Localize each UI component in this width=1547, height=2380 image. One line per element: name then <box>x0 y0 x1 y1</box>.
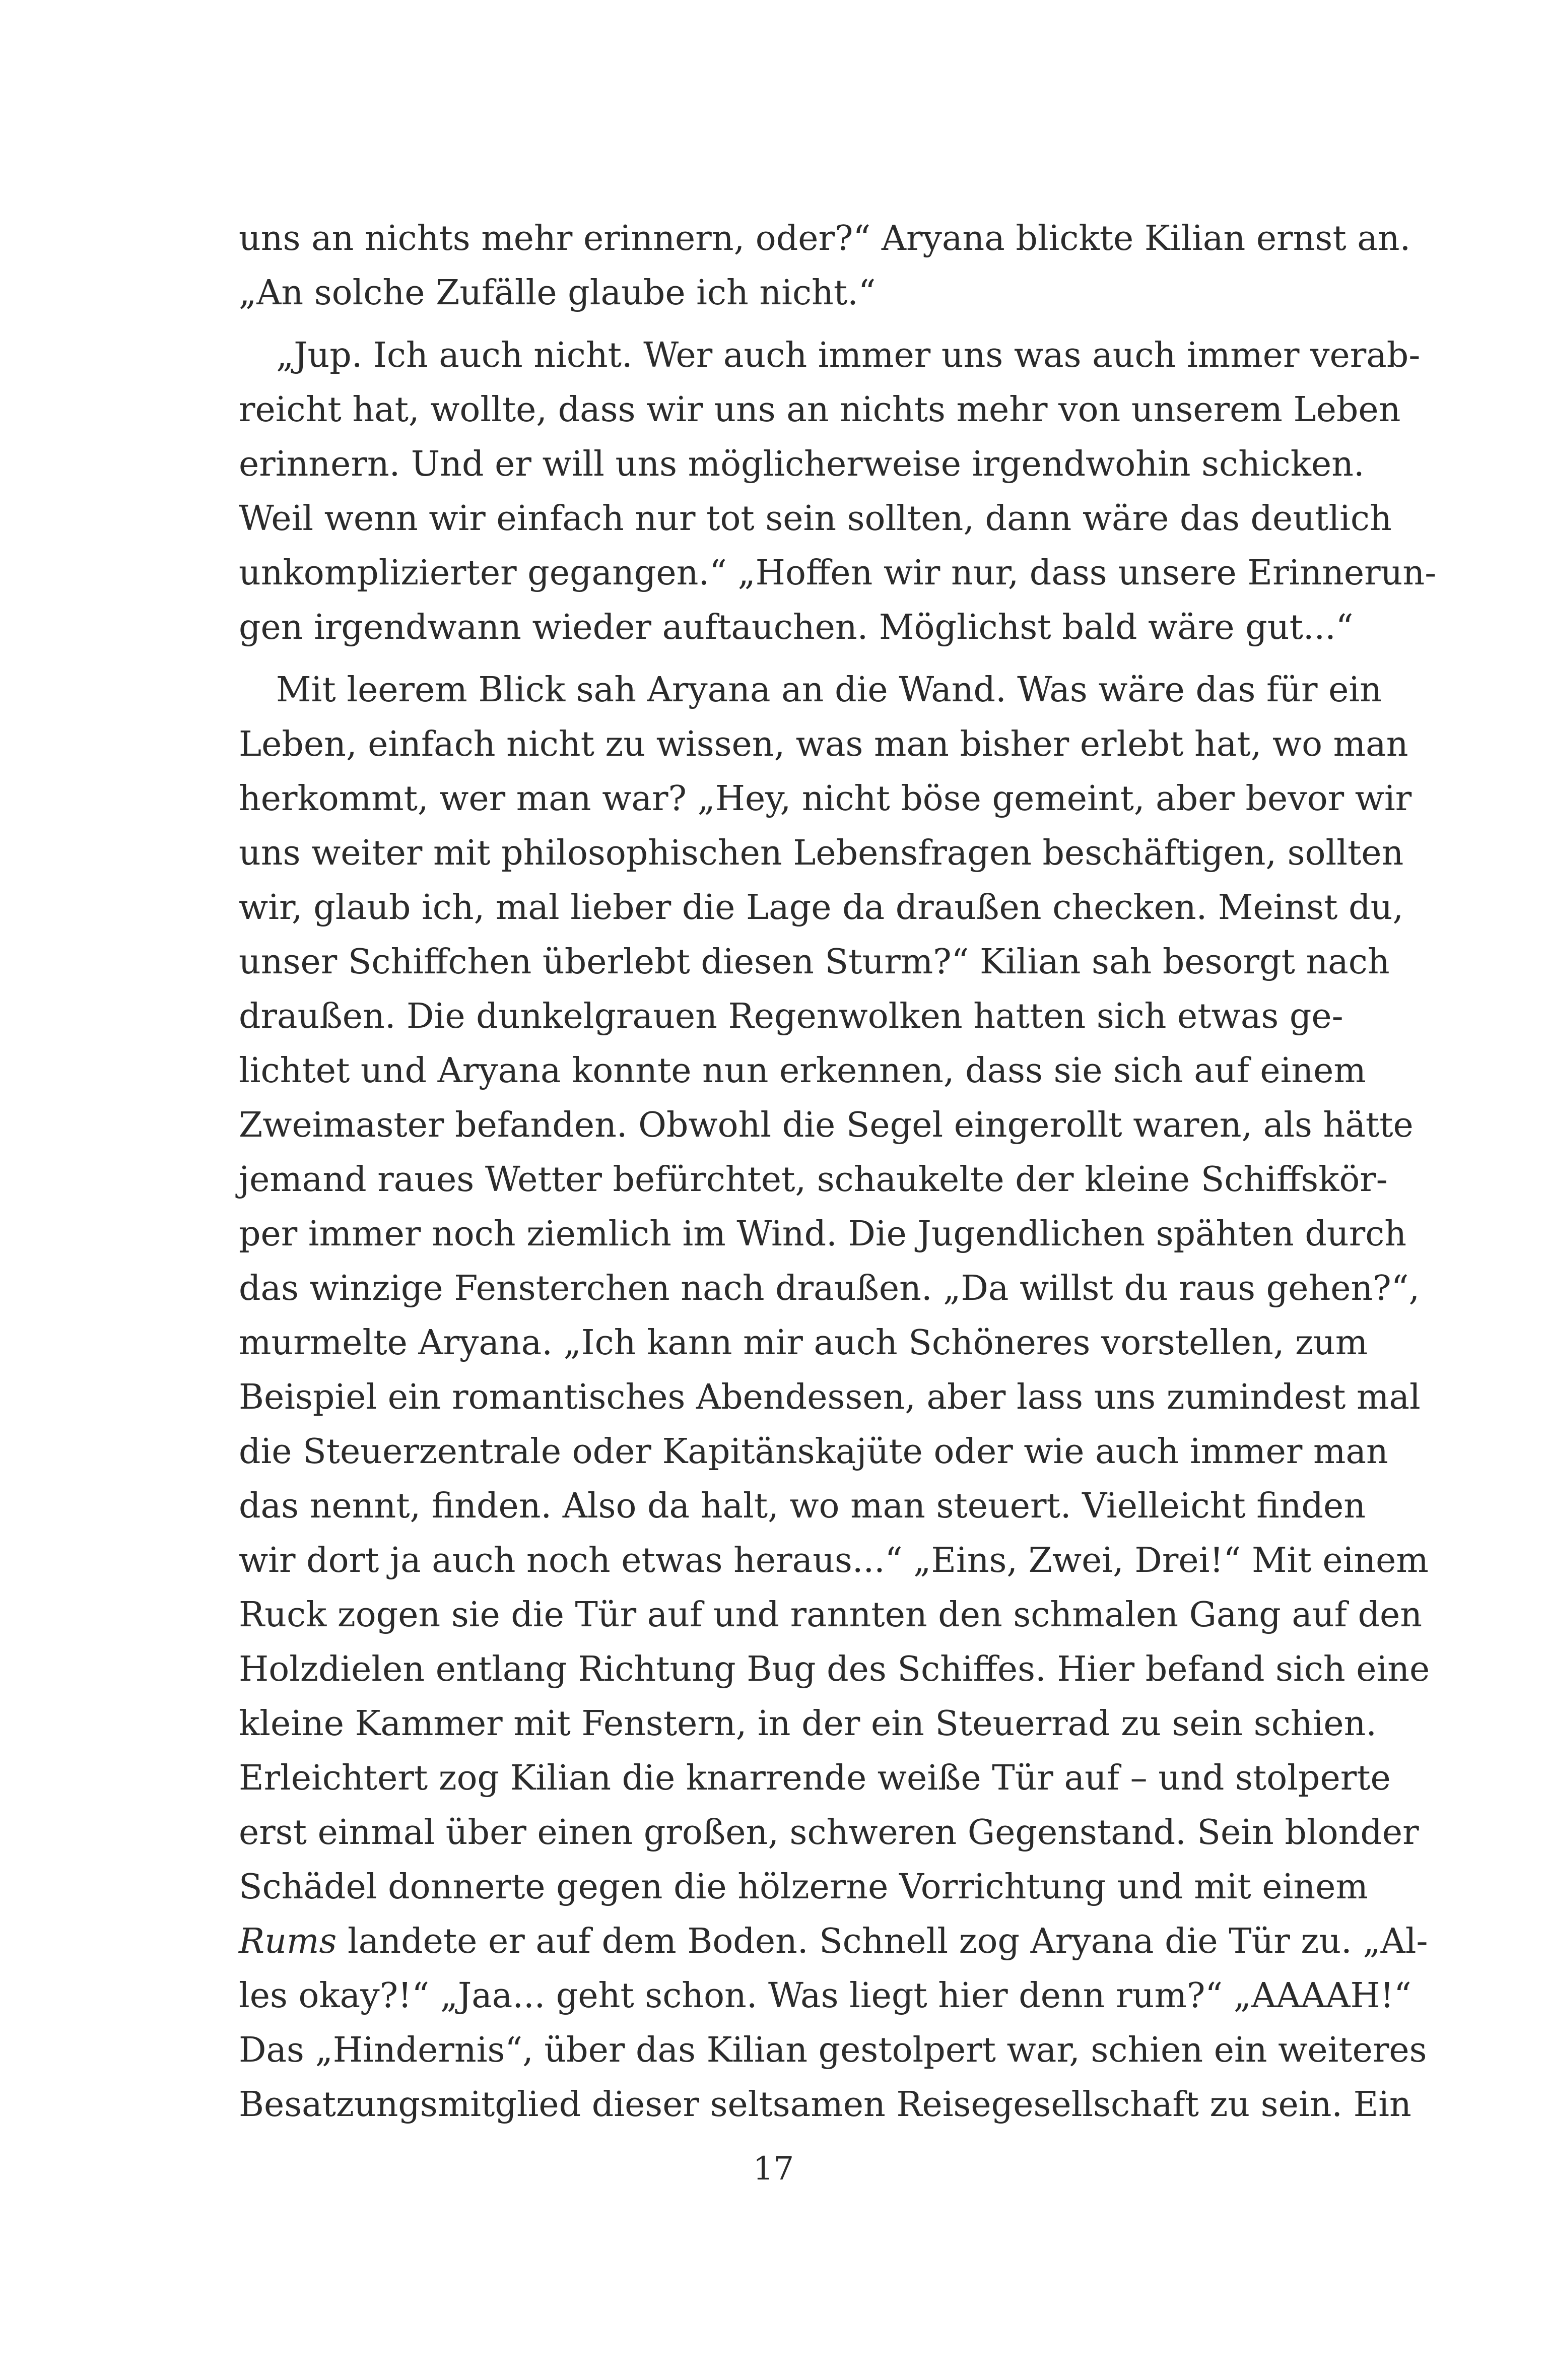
page-number: 17 <box>753 2150 794 2188</box>
text-line: Zweimaster befanden. Obwohl die Segel eingerollt waren, als hätte <box>239 1105 1414 1145</box>
text-line: Leben, einfach nicht zu wissen, was man bisher erlebt hat, wo man <box>239 724 1408 764</box>
text-line: „Jup. Ich auch nicht. Wer auch immer uns was auch immer verab- <box>276 336 1421 375</box>
text-line: unkomplizierter gegangen.“ „Hoffen wir nur, dass unsere Erinnerun- <box>239 553 1437 593</box>
text-line: Schädel donnerte gegen die hölzerne Vorrichtung und mit einem <box>239 1867 1368 1907</box>
text-line: per immer noch ziemlich im Wind. Die Jugendlichen spähten durch <box>239 1214 1407 1254</box>
text-line: lichtet und Aryana konnte nun erkennen, dass sie sich auf einem <box>239 1051 1366 1091</box>
text-line: Beispiel ein romantisches Abendessen, aber lass uns zumindest mal <box>239 1377 1421 1417</box>
text-line: „An solche Zufälle glaube ich nicht.“ <box>239 273 876 313</box>
text-line: Das „Hindernis“, über das Kilian gestolpert war, schien ein weiteres <box>239 2030 1427 2070</box>
text-line: reicht hat, wollte, dass wir uns an nichts mehr von unserem Leben <box>239 390 1401 430</box>
text-line: Besatzungsmitglied dieser seltsamen Reisegesellschaft zu sein. Ein <box>239 2085 1411 2125</box>
text-span: landete er auf dem Boden. Schnell zog Aryana die Tür zu. „Al- <box>337 1922 1428 1961</box>
text-line: Holzdielen entlang Richtung Bug des Schiffes. Hier befand sich eine <box>239 1649 1430 1689</box>
text-line: das nennt, finden. Also da halt, wo man steuert. Vielleicht finden <box>239 1486 1366 1526</box>
text-line: das winzige Fensterchen nach draußen. „Da willst du raus gehen?“, <box>239 1269 1420 1308</box>
text-line: Mit leerem Blick sah Aryana an die Wand. Was wäre das für ein <box>276 670 1382 710</box>
italic-word: Rums <box>239 1922 337 1961</box>
text-line: Ruck zogen sie die Tür auf und rannten den schmalen Gang auf den <box>239 1595 1423 1635</box>
text-line: les okay?!“ „Jaa... geht schon. Was liegt hier denn rum?“ „AAAAH!“ <box>239 1976 1411 2016</box>
text-line-rums <box>239 1914 1428 1969</box>
text-line: Erleichtert zog Kilian die knarrende weiße Tür auf – und stolperte <box>239 1758 1391 1798</box>
text-line: Weil wenn wir einfach nur tot sein sollten, dann wäre das deutlich <box>239 499 1392 539</box>
text-line: wir dort ja auch noch etwas heraus...“ „Eins, Zwei, Drei!“ Mit einem <box>239 1541 1429 1580</box>
text-line: erinnern. Und er will uns möglicherweise irgendwohin schicken. <box>239 444 1365 484</box>
text-line: uns an nichts mehr erinnern, oder?“ Aryana blickte Kilian ernst an. <box>239 219 1411 258</box>
text-line: draußen. Die dunkelgrauen Regenwolken hatten sich etwas ge- <box>239 997 1343 1036</box>
text-line: wir, glaub ich, mal lieber die Lage da draußen checken. Meinst du, <box>239 888 1404 928</box>
body-text <box>239 212 1437 2132</box>
text-line: uns weiter mit philosophischen Lebensfragen beschäftigen, sollten <box>239 833 1404 873</box>
text-line: herkommt, wer man war? „Hey, nicht böse gemeint, aber bevor wir <box>239 779 1412 819</box>
text-line: gen irgendwann wieder auftauchen. Möglichst bald wäre gut...“ <box>239 608 1354 647</box>
text-line: unser Schiffchen überlebt diesen Sturm?“ Kilian sah besorgt nach <box>239 942 1390 982</box>
text-line: erst einmal über einen großen, schweren Gegenstand. Sein blonder <box>239 1813 1419 1853</box>
text-line: jemand raues Wetter befürchtet, schaukelte der kleine Schiffskör- <box>239 1160 1388 1200</box>
text-line: kleine Kammer mit Fenstern, in der ein Steuerrad zu sein schien. <box>239 1704 1377 1744</box>
text-line: die Steuerzentrale oder Kapitänskajüte oder wie auch immer man <box>239 1432 1388 1472</box>
text-line: murmelte Aryana. „Ich kann mir auch Schöneres vorstellen, zum <box>239 1323 1368 1363</box>
